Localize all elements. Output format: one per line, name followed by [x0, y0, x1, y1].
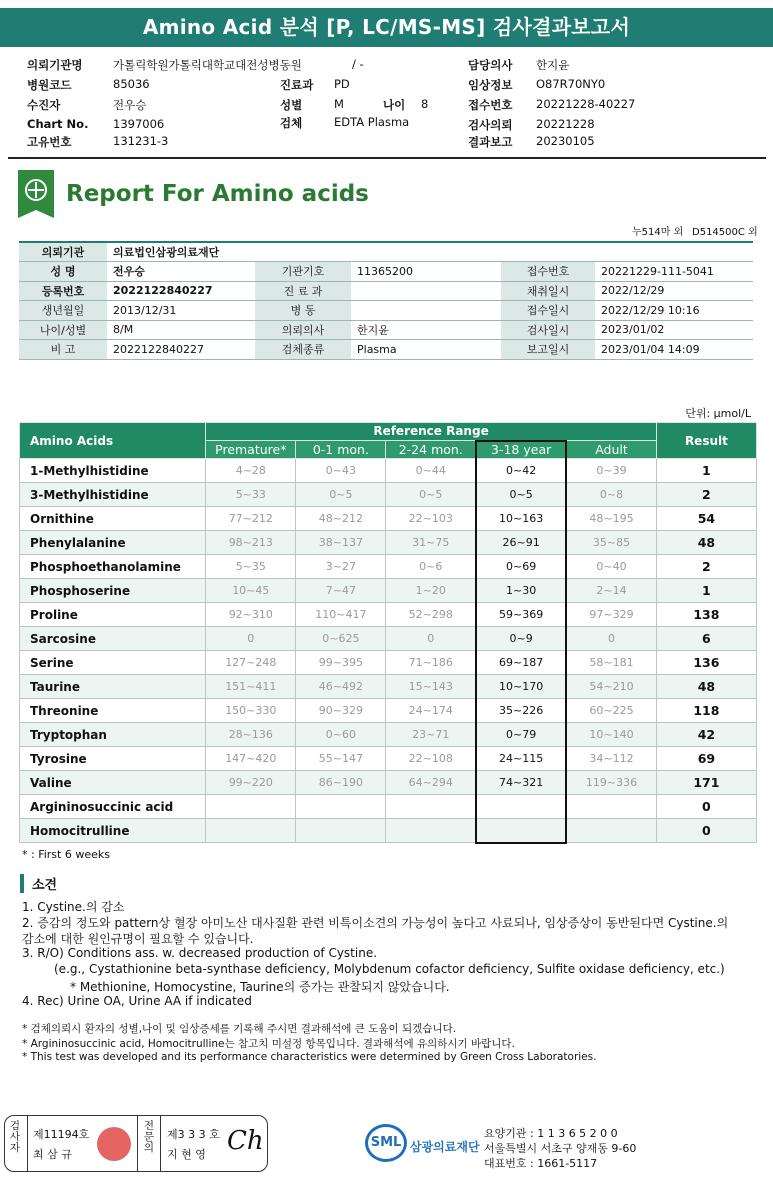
reference-range-cell: 60~225	[566, 699, 656, 723]
specialist-label: 전문의	[143, 1120, 155, 1154]
result-value: 1	[656, 459, 756, 483]
reference-range-cell: 151~411	[206, 675, 296, 699]
reference-range-cell	[566, 819, 656, 843]
info-value: 2023/01/02	[595, 320, 753, 340]
reference-range-cell: 3~27	[296, 555, 386, 579]
reference-range-cell: 0~40	[566, 555, 656, 579]
info-value	[351, 281, 501, 301]
reference-range-cell: 35~85	[566, 531, 656, 555]
table-row	[20, 747, 757, 771]
info-key: 나이/성별	[19, 320, 107, 340]
result-value: 0	[656, 819, 756, 843]
org-code-2: D514500C 외	[692, 227, 758, 238]
reference-range-cell: 35~226	[476, 699, 566, 723]
amino-acid-name: Tryptophan	[20, 723, 206, 747]
result-value: 2	[656, 555, 756, 579]
table-row	[20, 531, 757, 555]
amino-acid-name: Serine	[20, 651, 206, 675]
info-key: 비 고	[19, 340, 107, 360]
patient-info-table	[19, 241, 753, 360]
info-key: 검체종류	[255, 340, 351, 360]
reference-range-cell: 0~60	[296, 723, 386, 747]
lab-name: 삼광의료재단	[410, 1140, 480, 1154]
info-value: 전우승	[107, 262, 255, 282]
amino-acid-name: Valine	[20, 771, 206, 795]
reference-range-cell	[296, 795, 386, 819]
finding-line: 2. 증감의 정도와 pattern상 혈장 아미노산 대사질환 관련 비특이소견의 가능성이 높다고 사료되나, 임상증상이 동반된다면 Cystine.의	[22, 916, 729, 930]
table-row	[20, 675, 757, 699]
amino-acid-name: Tyrosine	[20, 747, 206, 771]
amino-acid-name: 3-Methylhistidine	[20, 483, 206, 507]
reference-range-cell: 48~212	[296, 507, 386, 531]
col-result: Result	[656, 423, 756, 459]
note-line: * Argininosuccinic acid, Homocitrulline는 참고치 미설정 항목입니다. 결과해석에 유의하시기 바랍니다.	[22, 1038, 515, 1050]
tester-label: 검사자	[9, 1120, 21, 1154]
result-value: 54	[656, 507, 756, 531]
info-key: 접수번호	[501, 262, 595, 282]
reference-range-cell: 4~28	[206, 459, 296, 483]
amino-acid-name: 1-Methylhistidine	[20, 459, 206, 483]
result-value: 48	[656, 531, 756, 555]
reference-range-cell: 1~30	[476, 579, 566, 603]
info-key: 보고일시	[501, 340, 595, 360]
seal-stamp	[97, 1127, 131, 1161]
reference-range-cell: 59~369	[476, 603, 566, 627]
result-value: 138	[656, 603, 756, 627]
reference-range-cell: 86~190	[296, 771, 386, 795]
info-value	[351, 301, 501, 321]
result-value: 42	[656, 723, 756, 747]
reference-range-cell: 24~115	[476, 747, 566, 771]
reference-range-cell	[206, 795, 296, 819]
info-value: 2022122840227	[107, 340, 255, 360]
info-key: 생년월일	[19, 301, 107, 321]
table-row	[20, 555, 757, 579]
reference-range-cell: 38~137	[296, 531, 386, 555]
info-value: 8/M	[107, 320, 255, 340]
reference-range-cell: 0~9	[476, 627, 566, 651]
findings-title: 소견	[20, 874, 57, 893]
reference-range-cell	[566, 795, 656, 819]
reference-range-cell: 0~44	[386, 459, 476, 483]
result-value: 0	[656, 795, 756, 819]
result-value: 69	[656, 747, 756, 771]
amino-acid-name: Proline	[20, 603, 206, 627]
amino-acid-name: Sarcosine	[20, 627, 206, 651]
finding-line: 감소에 대한 원인규명이 필요할 수 있습니다.	[22, 932, 254, 946]
info-key: 병 동	[255, 301, 351, 321]
reference-range-cell: 34~112	[566, 747, 656, 771]
lab-info-line: 요양기관 : 1 1 3 6 5 2 0 0	[484, 1127, 618, 1140]
reference-range-cell	[476, 795, 566, 819]
reference-range-cell: 1~20	[386, 579, 476, 603]
reference-range-cell: 22~108	[386, 747, 476, 771]
sml-logo-icon: SML	[365, 1124, 407, 1162]
reference-range-cell: 31~75	[386, 531, 476, 555]
result-value: 2	[656, 483, 756, 507]
note-line: * This test was developed and its performance characteristics were determined by Green Cross Laboratories.	[22, 1051, 597, 1063]
col-0-1-mon: 0-1 mon.	[296, 441, 386, 459]
reference-range-cell: 0~8	[566, 483, 656, 507]
reference-range-cell: 58~181	[566, 651, 656, 675]
amino-acid-name: Phenylalanine	[20, 531, 206, 555]
reference-range-cell: 0~6	[386, 555, 476, 579]
amino-acid-name: Phosphoserine	[20, 579, 206, 603]
report-title: Report For Amino acids	[66, 181, 369, 207]
amino-acid-results-table	[19, 422, 757, 844]
tester-name: 최 삼 규	[33, 1148, 72, 1161]
unit-label: 단위: μmol/L	[685, 407, 751, 420]
info-key: 기관기호	[255, 262, 351, 282]
info-value: 2013/12/31	[107, 301, 255, 321]
results-body	[20, 459, 757, 843]
info-key: 진 료 과	[255, 281, 351, 301]
reference-range-cell: 15~143	[386, 675, 476, 699]
reference-range-cell: 97~329	[566, 603, 656, 627]
col-premature: Premature*	[206, 441, 296, 459]
result-value: 48	[656, 675, 756, 699]
reference-range-cell: 0~5	[386, 483, 476, 507]
finding-line: 3. R/O) Conditions ass. w. decreased production of Cystine.	[22, 946, 378, 960]
reference-range-cell: 90~329	[296, 699, 386, 723]
reference-range-cell: 10~45	[206, 579, 296, 603]
reference-range-cell: 110~417	[296, 603, 386, 627]
finding-line: 1. Cystine.의 감소	[22, 900, 125, 914]
reference-range-cell	[476, 819, 566, 843]
reference-range-cell: 69~187	[476, 651, 566, 675]
info-value: 20221229-111-5041	[595, 262, 753, 282]
col-3-18-year: 3-18 year	[476, 441, 566, 459]
reference-range-cell: 24~174	[386, 699, 476, 723]
reference-range-cell: 7~47	[296, 579, 386, 603]
reference-range-cell: 99~395	[296, 651, 386, 675]
footnote: * : First 6 weeks	[22, 848, 110, 861]
reference-range-cell: 23~71	[386, 723, 476, 747]
reference-range-cell: 46~492	[296, 675, 386, 699]
table-row	[20, 507, 757, 531]
reference-range-cell: 10~140	[566, 723, 656, 747]
table-row	[20, 771, 757, 795]
info-org-label: 의뢰기관	[19, 242, 107, 262]
result-value: 136	[656, 651, 756, 675]
info-key: 의뢰의사	[255, 320, 351, 340]
info-key: 채취일시	[501, 281, 595, 301]
header-slash: / -	[352, 57, 364, 71]
info-value: 11365200	[351, 262, 501, 282]
col-amino-acids: Amino Acids	[20, 423, 206, 459]
info-key: 검사일시	[501, 320, 595, 340]
reference-range-cell: 0	[386, 627, 476, 651]
reference-range-cell	[386, 819, 476, 843]
reference-range-cell: 5~35	[206, 555, 296, 579]
reference-range-cell: 5~33	[206, 483, 296, 507]
table-row	[20, 651, 757, 675]
lab-info-line: 대표번호 : 1661-5117	[484, 1157, 598, 1170]
table-row	[20, 579, 757, 603]
org-code-1: 누514마 외	[632, 227, 684, 238]
reference-range-cell: 0~42	[476, 459, 566, 483]
reference-range-cell: 0~43	[296, 459, 386, 483]
info-key: 등록번호	[19, 281, 107, 301]
reference-range-cell: 0~79	[476, 723, 566, 747]
table-row	[20, 699, 757, 723]
specialist-number: 제3 3 3 호	[167, 1128, 220, 1141]
reference-range-cell: 77~212	[206, 507, 296, 531]
amino-acid-name: Threonine	[20, 699, 206, 723]
reference-range-cell: 55~147	[296, 747, 386, 771]
result-value: 118	[656, 699, 756, 723]
reference-range-cell: 0~39	[566, 459, 656, 483]
reference-range-cell: 10~170	[476, 675, 566, 699]
lab-info-line: 서울특별시 서초구 양재동 9-60	[484, 1142, 637, 1155]
col-reference-range: Reference Range	[206, 423, 657, 441]
amino-acid-name: Taurine	[20, 675, 206, 699]
reference-range-cell: 92~310	[206, 603, 296, 627]
result-value: 171	[656, 771, 756, 795]
reference-range-cell: 54~210	[566, 675, 656, 699]
reference-range-cell: 119~336	[566, 771, 656, 795]
info-value: 2023/01/04 14:09	[595, 340, 753, 360]
reference-range-cell: 0~69	[476, 555, 566, 579]
reference-range-cell: 2~14	[566, 579, 656, 603]
table-row	[20, 723, 757, 747]
finding-line: * Methionine, Homocystine, Taurine의 증가는 관찰되지 않았습니다.	[70, 980, 450, 994]
result-value: 6	[656, 627, 756, 651]
reference-range-cell: 10~163	[476, 507, 566, 531]
result-value: 1	[656, 579, 756, 603]
signoff-box	[4, 1115, 268, 1172]
reference-range-cell: 147~420	[206, 747, 296, 771]
col-2-24-mon: 2-24 mon.	[386, 441, 476, 459]
finding-line: (e.g., Cystathionine beta-synthase deficiency, Molybdenum cofactor deficiency, Sulfite oxidase deficiency, etc.)	[54, 962, 725, 976]
header-divider	[8, 157, 766, 159]
amino-acid-name: Phosphoethanolamine	[20, 555, 206, 579]
note-line: * 검체의뢰시 환자의 성별,나이 및 임상증세를 기록해 주시면 결과해석에 큰 도움이 되겠습니다.	[22, 1023, 457, 1035]
table-row	[20, 627, 757, 651]
table-row	[20, 459, 757, 483]
specialist-name: 지 현 영	[167, 1148, 206, 1161]
reference-range-cell: 26~91	[476, 531, 566, 555]
amino-acid-name: Homocitrulline	[20, 819, 206, 843]
report-logo-icon	[18, 170, 54, 218]
info-org-value: 의료법인삼광의료재단	[107, 242, 753, 262]
reference-range-cell: 0~625	[296, 627, 386, 651]
reference-range-cell: 0~5	[296, 483, 386, 507]
table-row	[20, 795, 757, 819]
reference-range-cell: 71~186	[386, 651, 476, 675]
amino-acid-name: Ornithine	[20, 507, 206, 531]
reference-range-cell: 74~321	[476, 771, 566, 795]
reference-range-cell	[386, 795, 476, 819]
tester-number: 제11194호	[33, 1128, 90, 1141]
table-row	[20, 819, 757, 843]
reference-range-cell: 48~195	[566, 507, 656, 531]
table-row	[20, 483, 757, 507]
reference-range-cell	[296, 819, 386, 843]
info-value: 2022122840227	[107, 281, 255, 301]
info-value: 한지윤	[351, 320, 501, 340]
reference-range-cell: 150~330	[206, 699, 296, 723]
info-value: Plasma	[351, 340, 501, 360]
info-key: 접수일시	[501, 301, 595, 321]
reference-range-cell: 127~248	[206, 651, 296, 675]
amino-acid-name: Argininosuccinic acid	[20, 795, 206, 819]
reference-range-cell: 52~298	[386, 603, 476, 627]
col-adult: Adult	[566, 441, 656, 459]
reference-range-cell: 0~5	[476, 483, 566, 507]
table-row	[20, 603, 757, 627]
report-main-title: Amino Acid 분석 [P, LC/MS-MS] 검사결과보고서	[0, 8, 773, 47]
reference-range-cell: 0	[566, 627, 656, 651]
reference-range-cell: 22~103	[386, 507, 476, 531]
reference-range-cell: 0	[206, 627, 296, 651]
info-value: 2022/12/29	[595, 281, 753, 301]
reference-range-cell: 98~213	[206, 531, 296, 555]
info-value: 2022/12/29 10:16	[595, 301, 753, 321]
signature: Ch	[227, 1126, 264, 1156]
finding-line: 4. Rec) Urine OA, Urine AA if indicated	[22, 994, 252, 1008]
reference-range-cell: 28~136	[206, 723, 296, 747]
reference-range-cell: 99~220	[206, 771, 296, 795]
info-key: 성 명	[19, 262, 107, 282]
reference-range-cell: 64~294	[386, 771, 476, 795]
reference-range-cell	[206, 819, 296, 843]
